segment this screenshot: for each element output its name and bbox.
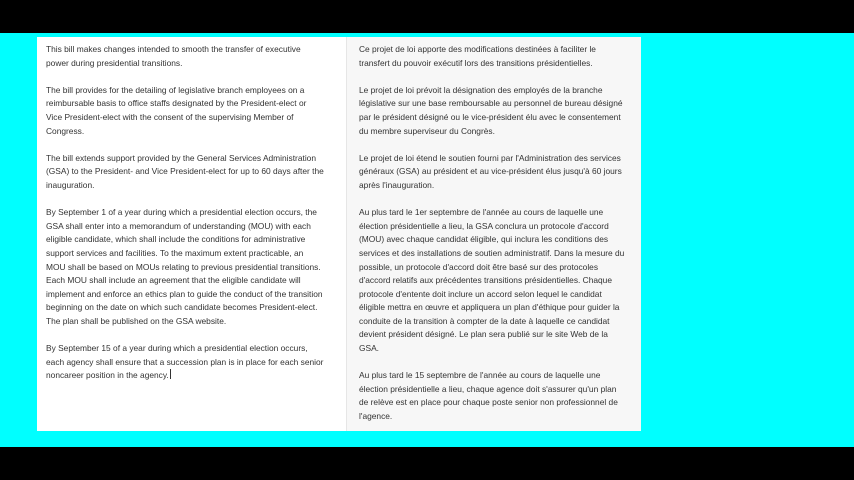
translated-text-pane [347, 37, 641, 431]
source-paragraph-5-text: By September 15 of a year during which a presidential election occurs, each agency shall ensure that a succession plan is in place for each senior noncareer position in the agency. [46, 343, 324, 381]
translation-document [37, 37, 641, 431]
source-paragraph-4: By September 1 of a year during which a presidential election occurs, the GSA shall enter into a memorandum of understanding (MOU) with each eligible candidate, which shall include the conditions for administrative support services and facilities. To the maximum extent practicable, an MOU shall be based on MOUs relating to previous presidential transitions. Each MOU shall include an agreement that the eligible candidate will implement and enforce an ethics plan to guide the conduct of the transition beginning on the date on which such candidate becomes President-elect. The plan shall be published on the GSA website. [46, 207, 323, 326]
translated-paragraph-4: Au plus tard le 1er septembre de l'année au cours de laquelle une élection présidentielle a lieu, la GSA conclura un protocole d'accord (MOU) avec chaque candidat éligible, qui inclura les conditions des services et des installations de soutien administratif. Dans la mesure du possible, un protocole d'accord doit être basé sur des protocoles d'accord relatifs aux précédentes transitions présidentielles. Chaque protocole d'entente doit inclure un accord selon lequel le candidat éligible mettra en œuvre et appliquera un plan d'éthique pour guider la conduite de la transition à compter de la date à laquelle ce candidat devient président désigné. Le plan sera publié sur le site Web de la GSA. [359, 207, 625, 354]
translated-paragraph-5: Au plus tard le 15 septembre de l'année au cours de laquelle une élection présidentielle a lieu, chaque agence doit s'assurer qu'un plan de relève est en place pour chaque poste senior non professionnel de l'agence. [359, 370, 618, 422]
source-paragraph-1: This bill makes changes intended to smooth the transfer of executive power during presidential transitions. [46, 44, 301, 68]
translated-paragraph-3: Le projet de loi étend le soutien fourni par l'Administration des services généraux (GSA) au président et au vice-président élus jusqu'à 60 jours après l'inauguration. [359, 152, 622, 190]
source-paragraph-2: The bill provides for the detailing of legislative branch employees on a reimbursable basis to office staffs designated by the President-elect or Vice President-elect with the consent of the supervising Member of Congress. [46, 84, 307, 136]
video-frame [0, 33, 854, 447]
source-text-pane[interactable] [37, 37, 347, 431]
source-paragraph-5 [46, 342, 324, 383]
translated-paragraph-2: Le projet de loi prévoit la désignation des employés de la branche législative sur une base remboursable au personnel de bureau désigné par le président désigné ou le vice-président élu avec le consentement du membre superviseur du Congrès. [359, 84, 623, 136]
text-cursor [170, 369, 171, 379]
source-paragraph-3: The bill extends support provided by the General Services Administration (GSA) to the President- and Vice President-elect for up to 60 days after the inauguration. [46, 152, 324, 190]
translated-paragraph-1: Ce projet de loi apporte des modifications destinées à faciliter le transfert du pouvoir exécutif lors des transitions présidentielles. [359, 44, 596, 68]
